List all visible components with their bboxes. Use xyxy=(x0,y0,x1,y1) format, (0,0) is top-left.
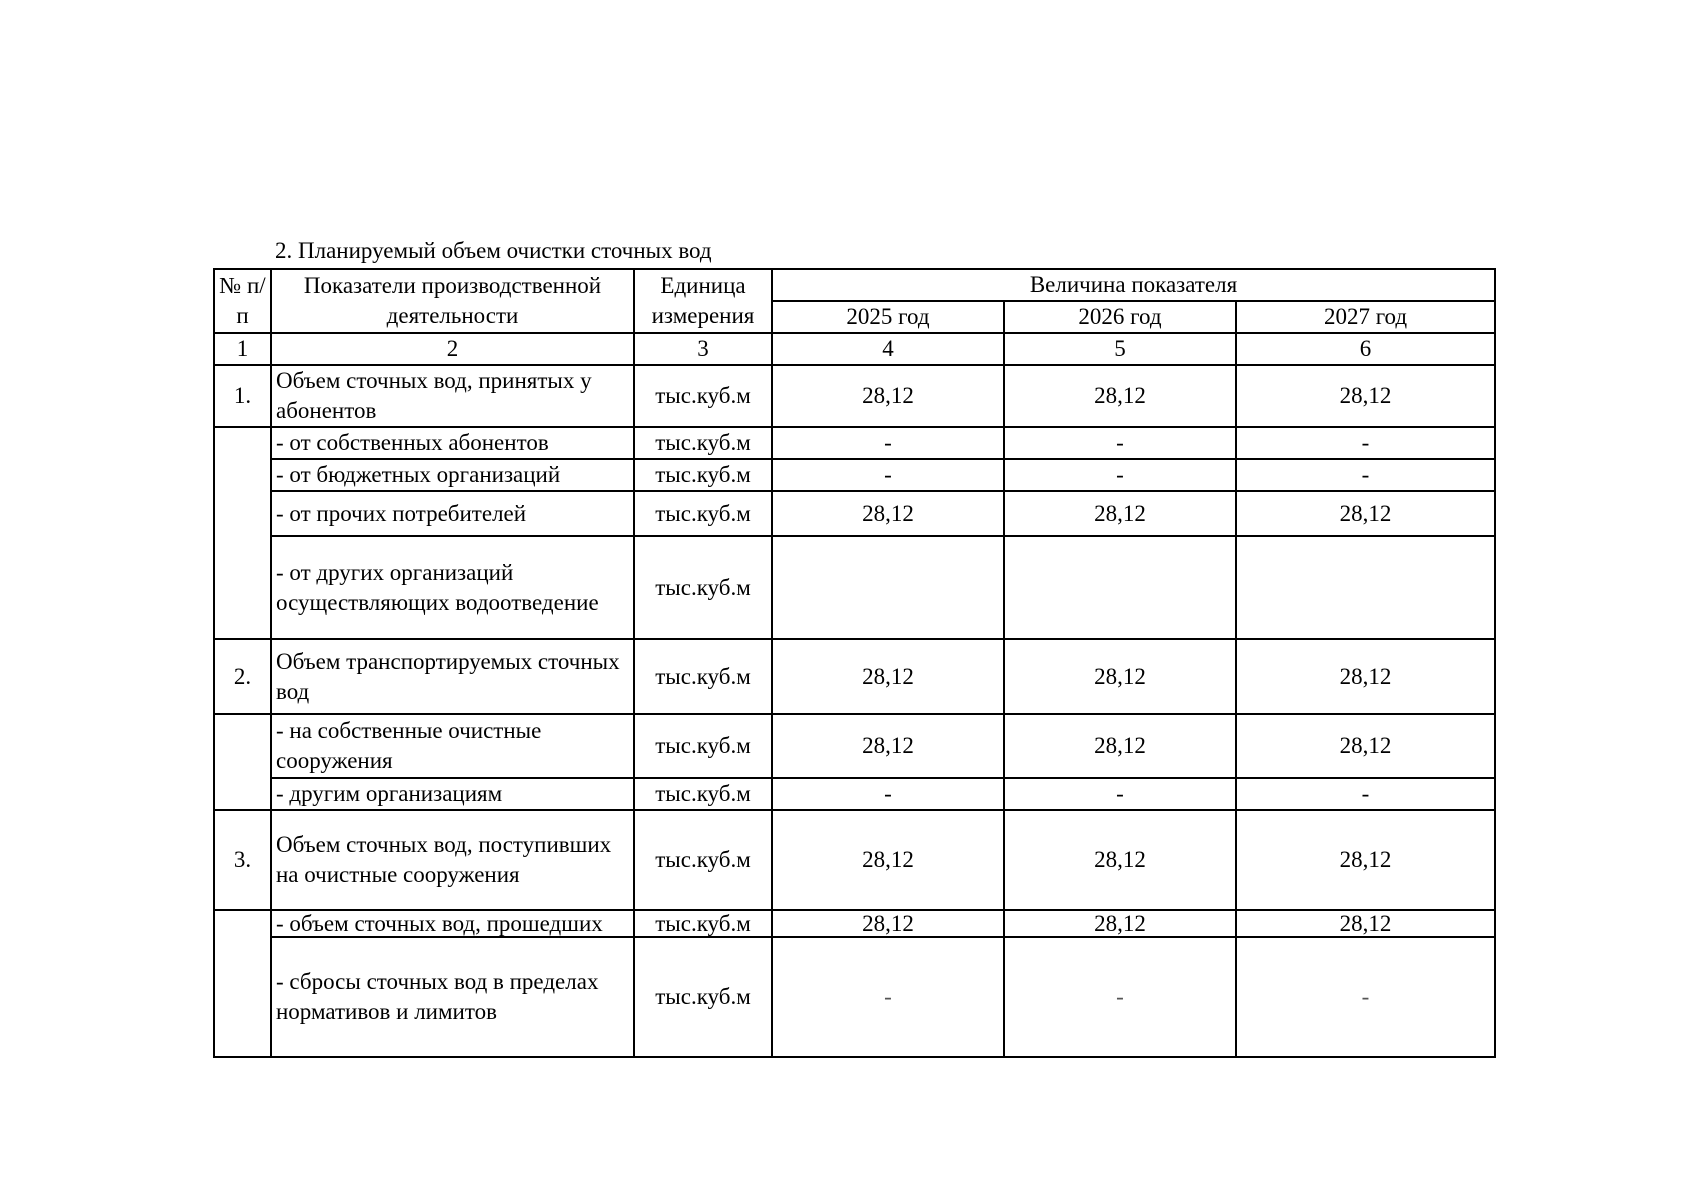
row-value: 28,12 xyxy=(1004,491,1236,536)
table-row xyxy=(214,937,1495,1057)
row-value: 28,12 xyxy=(772,365,1004,427)
row-label: Объем транспортируемых сточных вод xyxy=(271,639,634,714)
row-value: 28,12 xyxy=(772,639,1004,714)
column-number: 3 xyxy=(634,333,772,365)
header-indicator: Показатели производственной деятельности xyxy=(271,269,634,333)
row-number: 2. xyxy=(214,639,271,714)
row-value: 28,12 xyxy=(1004,910,1236,937)
row-unit: тыс.куб.м xyxy=(634,778,772,810)
column-number: 5 xyxy=(1004,333,1236,365)
row-label: - на собственные очистные сооружения xyxy=(271,714,634,778)
row-value: - xyxy=(772,427,1004,459)
row-unit: тыс.куб.м xyxy=(634,365,772,427)
table-row xyxy=(214,427,1495,459)
row-value: 28,12 xyxy=(1236,714,1495,778)
table-row xyxy=(214,910,1495,937)
row-unit: тыс.куб.м xyxy=(634,536,772,639)
row-value: 28,12 xyxy=(1236,491,1495,536)
row-label: - от других организаций осуществляющих водоотведение xyxy=(271,536,634,639)
row-value: 28,12 xyxy=(1004,639,1236,714)
row-value xyxy=(772,536,1004,639)
row-value: - xyxy=(1236,778,1495,810)
row-value: - xyxy=(1004,937,1236,1057)
row-unit: тыс.куб.м xyxy=(634,491,772,536)
column-number: 1 xyxy=(214,333,271,365)
row-value: 28,12 xyxy=(772,714,1004,778)
row-label: - от прочих потребителей xyxy=(271,491,634,536)
row-value: - xyxy=(772,778,1004,810)
row-number xyxy=(214,714,271,810)
row-value: 28,12 xyxy=(1236,810,1495,910)
header-num: № п/п xyxy=(214,269,271,333)
row-value: 28,12 xyxy=(1236,365,1495,427)
column-number-row xyxy=(214,333,1495,365)
row-value: 28,12 xyxy=(1236,910,1495,937)
row-unit: тыс.куб.м xyxy=(634,459,772,491)
header-unit: Единица измерения xyxy=(634,269,772,333)
header-year: 2027 год xyxy=(1236,301,1495,333)
row-label: Объем сточных вод, поступивших на очистные сооружения xyxy=(271,810,634,910)
row-unit: тыс.куб.м xyxy=(634,937,772,1057)
row-value: - xyxy=(1236,427,1495,459)
row-value: 28,12 xyxy=(772,810,1004,910)
row-value: 28,12 xyxy=(1004,714,1236,778)
column-number: 4 xyxy=(772,333,1004,365)
row-label: - от бюджетных организаций xyxy=(271,459,634,491)
row-value: - xyxy=(1236,937,1495,1057)
row-unit: тыс.куб.м xyxy=(634,810,772,910)
row-value: 28,12 xyxy=(1004,365,1236,427)
row-value: 28,12 xyxy=(1004,810,1236,910)
row-value: - xyxy=(772,937,1004,1057)
row-number: 3. xyxy=(214,810,271,910)
header-value: Величина показателя xyxy=(772,269,1495,301)
table-row xyxy=(214,778,1495,810)
row-unit: тыс.куб.м xyxy=(634,427,772,459)
header-row xyxy=(214,269,1495,301)
row-unit: тыс.куб.м xyxy=(634,639,772,714)
header-year: 2025 год xyxy=(772,301,1004,333)
row-unit: тыс.куб.м xyxy=(634,714,772,778)
table-row xyxy=(214,459,1495,491)
row-value: - xyxy=(1236,459,1495,491)
row-value xyxy=(1236,536,1495,639)
table-row xyxy=(214,714,1495,778)
row-value: - xyxy=(772,459,1004,491)
row-label: - сбросы сточных вод в пределах нормативов и лимитов xyxy=(271,937,634,1057)
header-year: 2026 год xyxy=(1004,301,1236,333)
table-row xyxy=(214,365,1495,427)
table-row xyxy=(214,639,1495,714)
row-value: 28,12 xyxy=(1236,639,1495,714)
row-value xyxy=(1004,536,1236,639)
table-row xyxy=(214,810,1495,910)
row-value: - xyxy=(1004,778,1236,810)
column-number: 6 xyxy=(1236,333,1495,365)
page-title: 2. Планируемый объем очистки сточных вод xyxy=(275,238,712,263)
data-table xyxy=(213,268,1496,1058)
row-label: - другим организациям xyxy=(271,778,634,810)
table-row xyxy=(214,491,1495,536)
row-value: - xyxy=(1004,427,1236,459)
row-number xyxy=(214,910,271,1057)
row-value: - xyxy=(1004,459,1236,491)
row-value: 28,12 xyxy=(772,910,1004,937)
row-number: 1. xyxy=(214,365,271,427)
row-number xyxy=(214,427,271,639)
row-label: - объем сточных вод, прошедших xyxy=(271,910,634,937)
row-label: - от собственных абонентов xyxy=(271,427,634,459)
column-number: 2 xyxy=(271,333,634,365)
row-unit: тыс.куб.м xyxy=(634,910,772,937)
row-value: 28,12 xyxy=(772,491,1004,536)
row-label: Объем сточных вод, принятых у абонентов xyxy=(271,365,634,427)
table-row xyxy=(214,536,1495,639)
